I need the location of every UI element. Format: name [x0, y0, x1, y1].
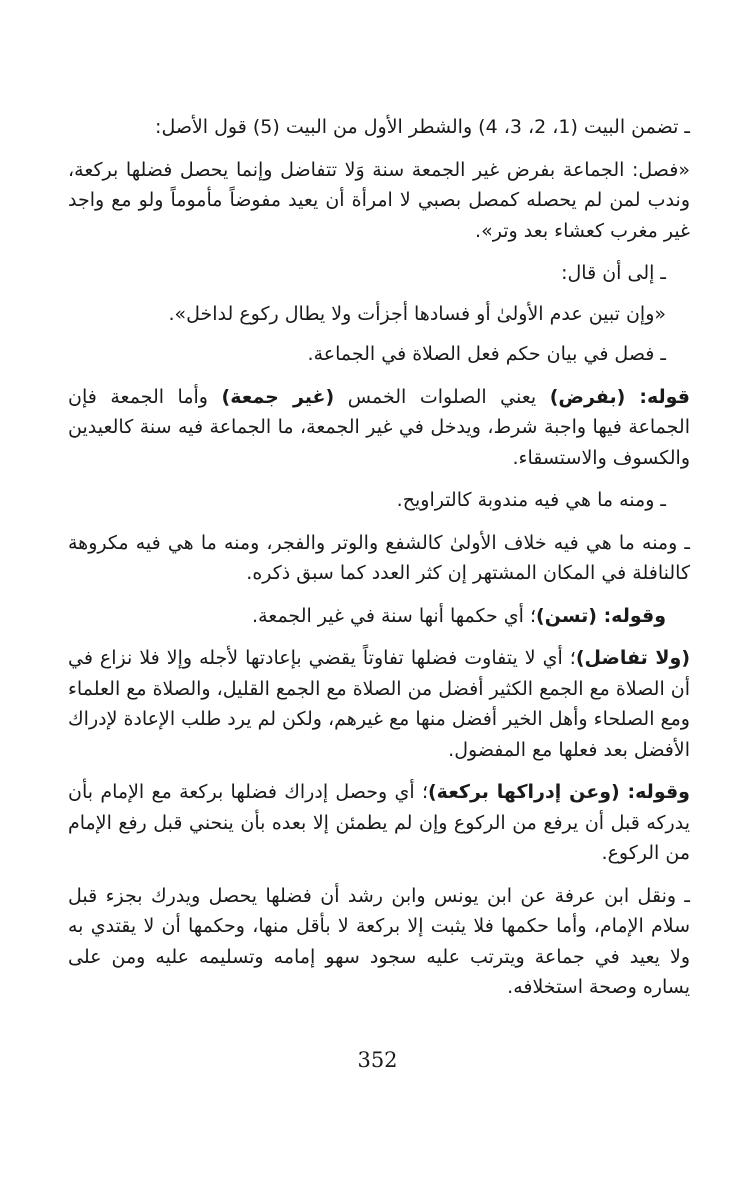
quoted-fasl-text: «فصل: الجماعة بفرض غير الجمعة سنة وَلا تتفاضل وإنما يحصل فضلها بركعة، وندب لمن لم يحصله كمصل بصبي لا امرأة أن يعيد مفوضاً مأموماً ولو مع واجد غير مغرب كعشاء بعد وتر».	[68, 158, 690, 242]
paragraph-tusan	[68, 601, 690, 632]
intro-text: ـ تضمن البيت (1، 2، 3، 4) والشطر الأول من البيت (5) قول الأصل:	[155, 116, 690, 138]
paragraph-quoted-wain	[68, 299, 690, 330]
paragraph-la-tafadul	[68, 643, 690, 765]
paragraph-idrak-rakaa	[68, 777, 690, 869]
paragraph-fasl-heading	[68, 339, 690, 370]
paragraph-tarawih	[68, 485, 690, 516]
paragraph-khilaf-awla	[68, 528, 690, 589]
khilaf-awla-text: ـ ومنه ما هي فيه خلاف الأولىٰ كالشفع والوتر والفجر، ومنه ما هي فيه مكروهة كالنافلة في المكان المشتهر إن كثر العدد كما سبق ذكره.	[68, 531, 690, 584]
page-body	[68, 112, 690, 1015]
bifard-term: قوله: (بفرض)	[549, 385, 691, 408]
tarawih-text: ـ ومنه ما هي فيه مندوبة كالتراويح.	[396, 489, 666, 511]
bifard-text-2: وأما الجمعة فإن الجماعة فيها واجبة شرط، ويدخل في غير الجمعة، ما الجماعة فيه سنة كالعيدين والكسوف والاستسقاء.	[68, 385, 690, 469]
tusan-text: ؛ أي حكمها أنها سنة في غير الجمعة.	[252, 604, 537, 627]
la-tafadul-text: ؛ أي لا يتفاوت فضلها تفاوتاً يقضي بإعادتها لأجله وإلا فلا نزاع في أن الصلاة مع الجمع الكثير أفضل من الصلاة مع الجمع القليل، والصلاة مع العلماء ومع الصلحاء وأهل الخير أفضل منها مع غيرهم، ولكن لم يرد طلب الإعادة لإدراك الأفضل بعد فعلها مع المفضول.	[68, 647, 690, 761]
page-number: 352	[357, 1048, 398, 1072]
idrak-rakaa-term: وقوله: (وعن إدراكها بركعة)	[427, 781, 690, 803]
idrak-rakaa-text: ؛ أي وحصل إدراك فضلها بركعة مع الإمام بأن يدركه قبل أن يرفع من الركوع وإن لم يطمئن إلا بعده بأن ينحني قبل رفع الإمام من الركوع.	[68, 781, 690, 864]
paragraph-quoted-fasl	[68, 155, 690, 247]
paragraph-intro	[68, 112, 690, 143]
quoted-wain-text: «وإن تبين عدم الأولىٰ أو فسادها أجزأت ولا يطال ركوع لداخل».	[168, 302, 666, 325]
paragraph-ibn-arafa	[68, 881, 690, 1003]
ibn-arafa-text: ـ ونقل ابن عرفة عن ابن يونس وابن رشد أن فضلها يحصل ويدرك بجزء قبل سلام الإمام، وأما حكمها فلا يثبت إلا بركعة لا بأقل منها، وحكمها أن لا يقتدي به ولا يعيد في جماعة ويترتب عليه سجود سهو إمامه وتسليمه عليه ومن على يساره وصحة استخلافه.	[68, 884, 690, 998]
bifard-text-1: يعني الصلوات الخمس	[334, 385, 550, 408]
paragraph-bifard	[68, 382, 690, 474]
fasl-heading-text: ـ فصل في بيان حكم فعل الصلاة في الجماعة.	[307, 343, 666, 365]
paragraph-ila-an-qal	[68, 258, 690, 289]
ghayr-jumua-term: (غير جمعة)	[221, 385, 335, 408]
tusan-term: وقوله: (تسن)	[536, 604, 666, 627]
ila-an-qal-text: ـ إلى أن قال:	[561, 262, 666, 284]
la-tafadul-term: (ولا تفاضل)	[575, 647, 691, 669]
